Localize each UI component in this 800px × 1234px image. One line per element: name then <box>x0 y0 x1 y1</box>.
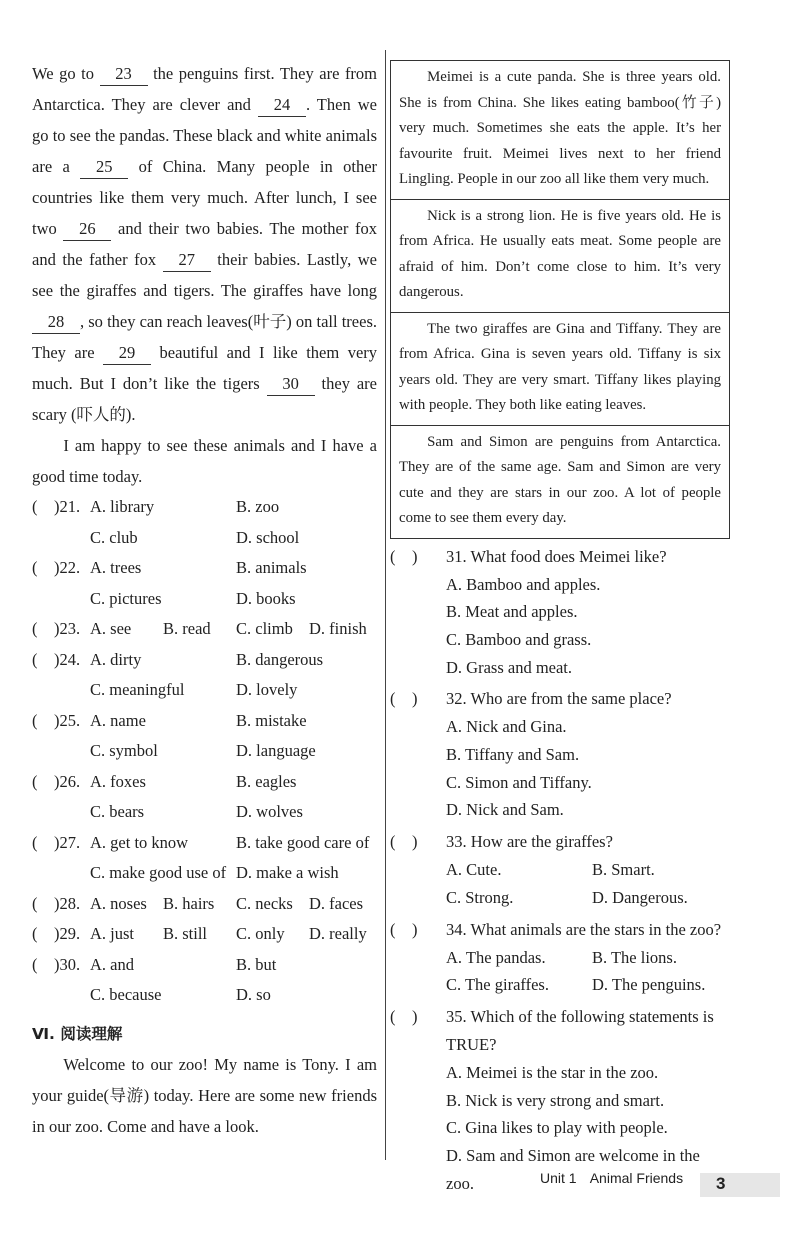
passage-text: , so they can reach leaves(叶子) on tall trees. They are <box>32 312 377 362</box>
question-stem: 34. What animals are the stars in the zoo? <box>446 919 722 939</box>
option-d[interactable]: D. Sam and Simon are welcome in the zoo. <box>446 1146 700 1193</box>
question-35 <box>390 1003 730 1198</box>
question-27 <box>32 828 377 889</box>
option-c[interactable]: C. Bamboo and grass. <box>446 629 592 649</box>
cloze-questions <box>32 492 377 1011</box>
option-b[interactable]: B. mistake <box>236 710 307 730</box>
option-d[interactable]: D. wolves <box>236 802 303 821</box>
option-b[interactable]: B. Tiffany and Sam. <box>446 745 580 765</box>
info-box-panda <box>390 60 730 200</box>
blank-30[interactable]: 30 <box>267 373 315 396</box>
question-stem: 31. What food does Meimei like? <box>446 546 667 566</box>
option-d[interactable]: D. so <box>236 985 271 1004</box>
column-divider <box>385 50 386 1160</box>
option-d[interactable]: D. The penguins. <box>592 975 706 995</box>
option-a[interactable]: A. Meimei is the star in the zoo. <box>446 1062 659 1082</box>
option-c[interactable]: C. because <box>90 985 162 1004</box>
passage-text: their babies. Lastly, we see the giraffes and tigers. The giraffes have long <box>32 250 377 300</box>
option-d[interactable]: D. make a wish <box>236 863 339 882</box>
option-b[interactable]: B. but <box>236 954 277 974</box>
question-34 <box>390 916 730 999</box>
question-22 <box>32 553 377 614</box>
option-c[interactable]: C. climb <box>236 619 293 638</box>
answer-bracket[interactable]: ( ) <box>390 1006 418 1026</box>
box-text: Meimei is a cute panda. She is three years old. She is from China. She likes eating bamboo(竹子) very much. Sometimes she eats the apple. It’s her favourite fruit. Meimei lives next to her friend Lingling. People in our zoo all like them very much. <box>399 69 721 187</box>
answer-bracket[interactable]: ( )29. <box>32 924 81 943</box>
option-a[interactable]: A. Nick and Gina. <box>446 717 567 737</box>
section-title: Ⅵ. 阅读理解 <box>32 1024 123 1043</box>
right-column <box>390 60 730 1197</box>
option-a[interactable]: A. library <box>90 497 155 516</box>
option-d[interactable]: D. lovely <box>236 680 298 699</box>
option-b[interactable]: B. Nick is very strong and smart. <box>446 1090 665 1110</box>
option-a[interactable]: A. foxes <box>90 771 146 791</box>
answer-bracket[interactable]: ( )25. <box>32 710 81 730</box>
option-c[interactable]: C. meaningful <box>90 680 185 699</box>
question-26 <box>32 767 377 828</box>
option-b[interactable]: B. The lions. <box>592 947 677 967</box>
answer-bracket[interactable]: ( )26. <box>32 771 81 791</box>
footer-title: Animal Friends <box>589 1170 684 1186</box>
option-c[interactable]: C. Gina likes to play with people. <box>446 1118 668 1138</box>
animal-info-boxes <box>390 60 730 539</box>
option-d[interactable]: D. school <box>236 527 300 547</box>
question-24 <box>32 645 377 706</box>
answer-bracket[interactable]: ( ) <box>390 546 418 566</box>
option-d[interactable]: D. faces <box>309 893 364 913</box>
box-text: Nick is a strong lion. He is five years old. He is from Africa. He usually eats meat. Some people are afraid of him. Don’t come close to him. It’s very dangerous. <box>399 207 721 300</box>
blank-26[interactable]: 26 <box>63 218 111 241</box>
blank-24[interactable]: 24 <box>258 94 306 117</box>
option-b[interactable]: B. hairs <box>163 893 215 913</box>
option-d[interactable]: D. books <box>236 588 296 608</box>
passage-closing: I am happy to see these animals and I have a good time today. <box>32 436 377 486</box>
answer-bracket[interactable]: ( )27. <box>32 832 81 852</box>
option-b[interactable]: B. take good care of <box>236 832 370 852</box>
question-32 <box>390 685 730 824</box>
option-b[interactable]: B. dangerous <box>236 649 324 669</box>
answer-bracket[interactable]: ( ) <box>390 689 418 709</box>
option-a[interactable]: A. just <box>90 924 135 943</box>
footer-unit: Unit 1 <box>540 1170 577 1186</box>
option-b[interactable]: B. read <box>163 619 211 638</box>
option-c[interactable]: C. only <box>236 924 285 943</box>
option-b[interactable]: B. Smart. <box>592 860 655 880</box>
blank-27[interactable]: 27 <box>163 249 211 272</box>
answer-bracket[interactable]: ( ) <box>390 919 418 939</box>
option-b[interactable]: B. animals <box>236 558 307 577</box>
blank-28[interactable]: 28 <box>32 311 80 334</box>
info-box-giraffes <box>390 313 730 426</box>
option-c[interactable]: C. club <box>90 527 138 547</box>
question-31 <box>390 543 730 682</box>
section-intro: Welcome to our zoo! My name is Tony. I am your guide(导游) today. Here are some new friends in our zoo. Come and have a look. <box>32 1054 377 1136</box>
option-b[interactable]: B. zoo <box>236 497 280 516</box>
option-c[interactable]: C. pictures <box>90 588 162 608</box>
option-a[interactable]: A. dirty <box>90 649 142 669</box>
option-c[interactable]: C. Simon and Tiffany. <box>446 772 592 792</box>
option-d[interactable]: D. Grass and meat. <box>446 657 573 677</box>
option-b[interactable]: B. eagles <box>236 771 297 791</box>
info-box-penguins <box>390 426 730 539</box>
question-21 <box>32 492 377 553</box>
option-d[interactable]: D. Nick and Sam. <box>446 800 564 820</box>
option-a[interactable]: A. and <box>90 954 134 974</box>
blank-29[interactable]: 29 <box>103 342 151 365</box>
option-d[interactable]: D. Dangerous. <box>592 887 688 907</box>
question-28 <box>32 889 377 920</box>
blank-25[interactable]: 25 <box>80 156 128 179</box>
option-c[interactable]: C. The giraffes. <box>446 975 549 995</box>
option-b[interactable]: B. still <box>163 924 208 943</box>
page-number-tab <box>700 1173 780 1197</box>
question-23 <box>32 614 377 645</box>
passage-text: We go to <box>32 64 94 83</box>
answer-bracket[interactable]: ( ) <box>390 832 418 852</box>
question-stem: 32. Who are from the same place? <box>446 689 672 709</box>
option-a[interactable]: A. see <box>90 619 132 638</box>
page-footer <box>540 1170 683 1186</box>
passage-text: of China. Many people in other countries like them very much. After lunch, I see two <box>32 157 378 238</box>
question-stem: 35. Which of the following statements is TRUE? <box>446 1006 714 1054</box>
option-c[interactable]: C. symbol <box>90 741 158 760</box>
passage-text: they are scary (吓人的). <box>32 374 377 424</box>
option-d[interactable]: D. finish <box>309 619 367 638</box>
option-a[interactable]: A. The pandas. <box>446 947 546 967</box>
option-a[interactable]: A. Bamboo and apples. <box>446 574 601 594</box>
option-a[interactable]: A. trees <box>90 558 142 577</box>
option-a[interactable]: A. noses <box>90 893 147 913</box>
answer-bracket[interactable]: ( )23. <box>32 619 81 638</box>
option-c[interactable]: C. Strong. <box>446 887 514 907</box>
passage-text: the penguins first. They are from Antarctica. They are clever and <box>32 64 378 114</box>
passage-text: beautiful and I like them very much. But I don’t like the tigers <box>32 343 378 393</box>
question-25 <box>32 706 377 767</box>
question-33 <box>390 828 730 911</box>
option-a[interactable]: A. name <box>90 710 146 730</box>
page-number: 3 <box>716 1174 726 1193</box>
option-c[interactable]: C. bears <box>90 802 145 821</box>
info-box-lion <box>390 200 730 313</box>
passage-text: and their two babies. The mother fox and the father fox <box>32 219 378 269</box>
blank-23[interactable]: 23 <box>100 63 148 86</box>
answer-bracket[interactable]: ( )21. <box>32 497 81 516</box>
box-text: The two giraffes are Gina and Tiffany. They are from Africa. Gina is seven years old. Tiffany is six years old. They are very smart. Tiffany likes playing with people. They both like eating leaves. <box>399 320 721 413</box>
answer-bracket[interactable]: ( )28. <box>32 893 81 913</box>
option-a[interactable]: A. Cute. <box>446 860 502 880</box>
answer-bracket[interactable]: ( )24. <box>32 649 81 669</box>
option-d[interactable]: D. language <box>236 741 316 760</box>
left-column <box>32 58 377 1142</box>
answer-bracket[interactable]: ( )30. <box>32 954 81 974</box>
cloze-passage <box>32 58 377 430</box>
option-c[interactable]: C. make good use of <box>90 863 227 882</box>
option-b[interactable]: B. Meat and apples. <box>446 602 578 622</box>
box-text: Sam and Simon are penguins from Antarctica. They are of the same age. Sam and Simon are very cute and they are stars in our zoo. A lot of people come to see them every day. <box>399 433 721 526</box>
question-29 <box>32 919 377 950</box>
passage-text: . Then we go to see the pandas. These black and white animals are a <box>32 95 377 176</box>
answer-bracket[interactable]: ( )22. <box>32 558 81 577</box>
option-d[interactable]: D. really <box>309 924 367 943</box>
option-c[interactable]: C. necks <box>236 893 293 913</box>
question-30 <box>32 950 377 1011</box>
option-a[interactable]: A. get to know <box>90 832 189 852</box>
question-stem: 33. How are the giraffes? <box>446 832 613 852</box>
